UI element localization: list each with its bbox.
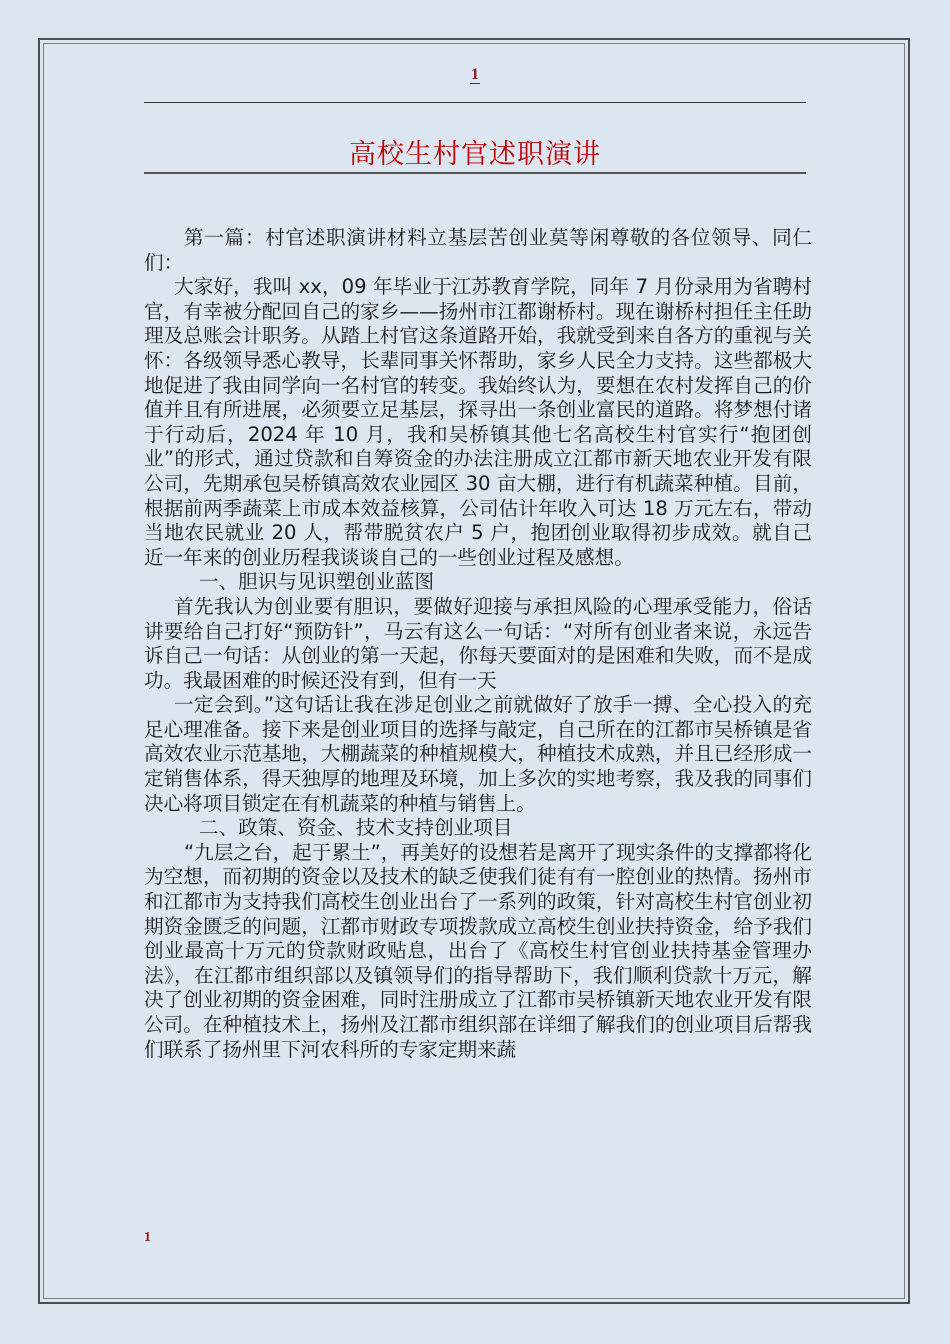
header-page-number (0, 66, 950, 84)
document-body (144, 226, 812, 1062)
title-rule (144, 172, 806, 174)
paragraph: 第一篇：村官述职演讲材料立基层苦创业莫等闲尊敬的各位领导、同仁们： (144, 226, 812, 274)
header-rule (144, 102, 806, 103)
paragraph: 大家好，我叫 xx，09 年毕业于江苏教育学院，同年 7 月份录用为省聘村官，有幸被分配回自己的家乡——扬州市江都谢桥村。现在谢桥村担任主任助理及总账会计职务。从踏上村官这条道路开始，我就受到来自各方的重视与关怀：各级领导悉心教导，长辈同事关怀帮助，家乡人民全力支持。这些都极大地促进了我由同学向一名村官的转变。我始终认为，要想在农村发挥自己的价值并且有所进展，必须要立足基层，探寻出一条创业富民的道路。将梦想付诸于行动后，2024 年 10 月，我和吴桥镇其他七名高校生村官实行“抱团创业”的形式，通过贷款和自筹资金的办法注册成立江都市新天地农业开发有限公司，先期承包吴桥镇高效农业园区 30 亩大棚，进行有机蔬菜种植。目前，根据前两季蔬菜上市成本效益核算，公司估计年收入可达 18 万元左右，带动当地农民就业 20 人，帮带脱贫农户 5 户，抱团创业取得初步成效。就自己近一年来的创业历程我谈谈自己的一些创业过程及感想。 (144, 275, 812, 569)
document-title: 高校生村官述职演讲 (349, 139, 601, 170)
paragraph: “九层之台，起于累土”，再美好的设想若是离开了现实条件的支撑都将化为空想，而初期的资金以及技术的缺乏使我们徒有有一腔创业的热情。扬州市和江都市为支持我们高校生创业出台了一系列的政策，针对高校生村官创业初期资金匮乏的问题，江都市财政专项拨款成立高校生创业扶持资金，给予我们创业最高十万元的贷款财政贴息，出台了《高校生村官创业扶持基金管理办法》，在江都市组织部以及镇领导们的指导帮助下，我们顺利贷款十万元，解决了创业初期的资金困难，同时注册成立了江都市吴桥镇新天地农业开发有限公司。在种植技术上，扬州及江都市组织部在详细了解我们的创业项目后帮我们联系了扬州里下河农科所的专家定期来蔬 (144, 840, 812, 1061)
section-heading: 二、政策、资金、技术支持创业项目 (199, 816, 513, 840)
section-heading: 一、胆识与见识塑创业蓝图 (199, 570, 435, 594)
paragraph: 首先我认为创业要有胆识，要做好迎接与承担风险的心理承受能力，俗话讲要给自己打好“预防针”，马云有这么一句话：“对所有创业者来说，永远告诉自己一句话：从创业的第一天起，你每天要面对的是困难和失败，而不是成功。我最困难的时候还没有到，但有一天 (144, 594, 812, 692)
header-page-number-text: 1 (471, 66, 479, 83)
paragraph: 一定会到。”这句话让我在涉足创业之前就做好了放手一搏、全心投入的充足心理准备。接下来是创业项目的选择与敲定，自己所在的江都市吴桥镇是省高效农业示范基地，大棚蔬菜的种植规模大，种植技术成熟，并且已经形成一定销售体系，得天独厚的地理及环境，加上多次的实地考察，我及我的同事们决心将项目锁定在有机蔬菜的种植与销售上。 (144, 693, 812, 815)
footer-page-number: 1 (144, 1230, 151, 1245)
